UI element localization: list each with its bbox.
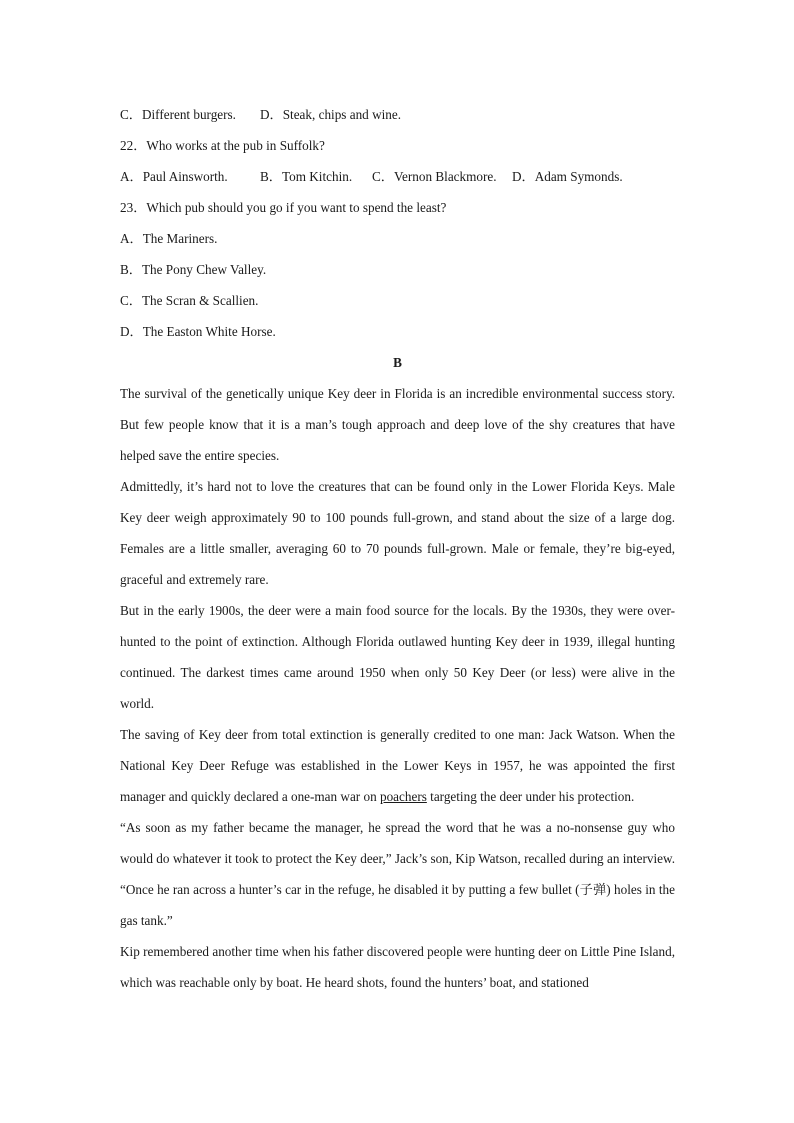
paragraph-4: [120, 719, 675, 812]
option-d: D．Steak, chips and wine.: [260, 107, 402, 122]
paragraph-4-text-after: targeting the deer under his protection.: [426, 789, 635, 804]
option-d: D．Adam Symonds.: [512, 169, 623, 184]
question-22-stem: 22．Who works at the pub in Suffolk?: [120, 138, 325, 153]
option-c: C．Different burgers.: [120, 107, 236, 122]
paragraph-5: “As soon as my father became the manager, he spread the word that he was a no-nonsense guy who would do whatever it took to protect the Key deer,” Jack’s son, Kip Watson, recalled during an interview. “Once he ran across a hunter’s car in the refuge, he disabled it by putting a few bullet (子弹) holes in the gas tank.”: [120, 820, 675, 928]
option-c: C．Vernon Blackmore.: [372, 169, 497, 184]
question-23-option-c: C．The Scran & Scallien.: [120, 293, 259, 308]
section-title: B: [393, 355, 402, 370]
question-23-option-b: B．The Pony Chew Valley.: [120, 262, 267, 277]
question-22-options: [120, 161, 675, 192]
document-page: [120, 99, 675, 998]
paragraph-1: The survival of the genetically unique Key deer in Florida is an incredible environmental success story. But few people know that it is a man’s tough approach and deep love of the shy creatures that have helped save the entire species.: [120, 386, 675, 463]
paragraph-2: Admittedly, it’s hard not to love the creatures that can be found only in the Lower Florida Keys. Male Key deer weigh approximately 90 to 100 pounds full-grown, and stand about the size of a large dog. Females are a little smaller, averaging 60 to 70 pounds full-grown. Male or female, they’re big-eyed, graceful and extremely rare.: [120, 479, 675, 587]
paragraph-3: But in the early 1900s, the deer were a main food source for the locals. By the 1930s, they were over-hunted to the point of extinction. Although Florida outlawed hunting Key deer in 1939, illegal hunting continued. The darkest times came around 1950 when only 50 Key Deer (or less) were alive in the world.: [120, 603, 675, 711]
paragraph-6: Kip remembered another time when his father discovered people were hunting deer on Little Pine Island, which was reachable only by boat. He heard shots, found the hunters’ boat, and stationed: [120, 944, 675, 990]
underlined-word-poachers: poachers: [379, 789, 427, 804]
question-23-option-a: A．The Mariners.: [120, 231, 218, 246]
question-21-options: [120, 99, 675, 130]
question-23-option-d: D．The Easton White Horse.: [120, 324, 276, 339]
paragraph-4-text-before: The saving of Key deer from total extinction is generally credited to one man: Jack Watson. When the National Key Deer Refuge was established in the Lower Keys in 1957, he was appointed the first manager and quickly declared a one-man war on: [120, 727, 675, 804]
option-a: A．Paul Ainsworth.: [120, 169, 228, 184]
option-b: B．Tom Kitchin.: [260, 169, 353, 184]
question-23-stem: 23．Which pub should you go if you want to spend the least?: [120, 200, 447, 215]
